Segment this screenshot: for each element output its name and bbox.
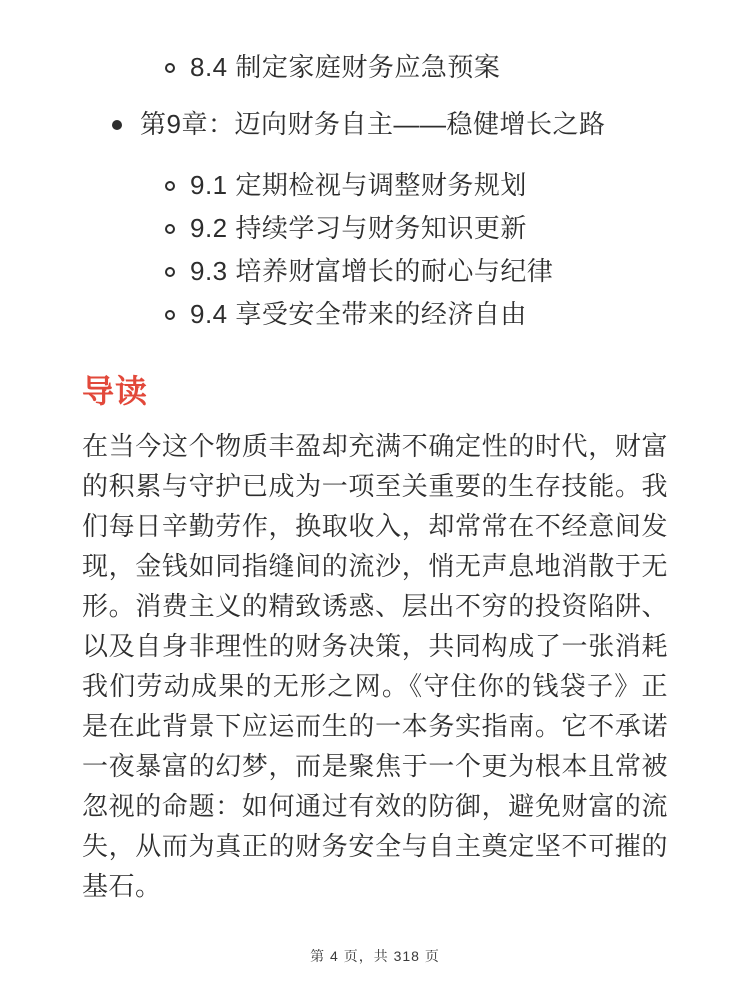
circle-bullet-icon: [165, 63, 175, 73]
intro-paragraph: 在当今这个物质丰盈却充满不确定性的时代，财富的积累与守护已成为一项至关重要的生存技能。我们每日辛勤劳作，换取收入，却常常在不经意间发现，金钱如同指缝间的流沙，悄无声息地消散于无形。消费主义的精致诱惑、层出不穷的投资陷阱、以及自身非理性的财务决策，共同构成了一张消耗我们劳动成果的无形之网。《守住你的钱袋子》正是在此背景下应运而生的一本务实指南。它不承诺一夜暴富的幻梦，而是聚焦于一个更为根本且常被忽视的命题：如何通过有效的防御，避免财富的流失，从而为真正的财务安全与自主奠定坚不可摧的基石。: [82, 431, 668, 901]
toc-item: [0, 164, 750, 207]
toc-item-label: 9.3 培养财富增长的耐心与纪律: [190, 256, 554, 286]
circle-bullet-icon: [165, 267, 175, 277]
circle-bullet-icon: [165, 224, 175, 234]
page-footer: 第 4 页，共 318 页: [310, 948, 440, 964]
disc-bullet-icon: [112, 120, 122, 130]
circle-bullet-icon: [165, 181, 175, 191]
toc-item: [0, 250, 750, 293]
section-heading: 导读: [82, 373, 149, 409]
toc-item: [0, 103, 750, 146]
toc-list: [0, 0, 750, 336]
toc-item: [0, 293, 750, 336]
toc-item-label: 9.1 定期检视与调整财务规划: [190, 170, 527, 200]
toc-item: [0, 46, 750, 89]
toc-item-label: 8.4 制定家庭财务应急预案: [190, 52, 501, 82]
toc-item-label: 9.4 享受安全带来的经济自由: [190, 299, 527, 329]
toc-item-label: 9.2 持续学习与财务知识更新: [190, 213, 527, 243]
circle-bullet-icon: [165, 310, 175, 320]
toc-item-label: 第9章：迈向财务自主——稳健增长之路: [140, 109, 606, 139]
toc-item: [0, 207, 750, 250]
